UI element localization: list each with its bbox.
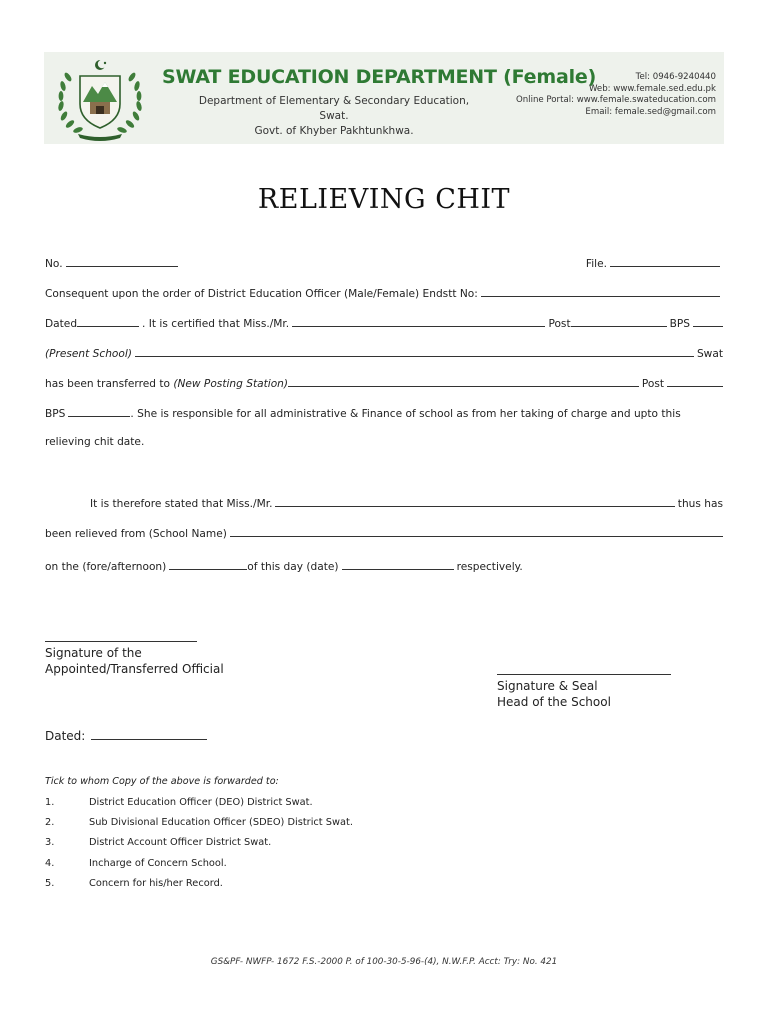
line-no-file xyxy=(45,256,723,270)
line-responsible xyxy=(45,406,723,420)
subtitle-line-1: Department of Elementary & Secondary Education, Swat. xyxy=(198,95,470,122)
school-name-field[interactable] xyxy=(230,526,723,537)
forward-item[interactable] xyxy=(45,858,227,869)
kpk-government-emblem-icon xyxy=(50,54,150,142)
forward-item-number: 2. xyxy=(45,817,55,828)
line-dated xyxy=(45,316,723,330)
line-relieved-from xyxy=(45,526,723,540)
endstt-no-field[interactable] xyxy=(481,286,720,297)
post-label-2: Post xyxy=(641,378,664,390)
present-school-label: (Present School) xyxy=(45,348,132,360)
line-on-the xyxy=(45,559,723,573)
date-field[interactable] xyxy=(342,559,454,570)
head-sig-line-2: Head of the School xyxy=(497,695,611,709)
head-signature-caption xyxy=(497,678,611,710)
line-relieving-date xyxy=(45,436,723,448)
on-the-text: on the (fore/afternoon) xyxy=(45,561,167,573)
line-transferred xyxy=(45,376,723,390)
responsible-text: . She is responsible for all administrative & Finance of school as from her taking of charge and upto this xyxy=(130,408,681,420)
contact-web: Web: www.female.sed.edu.pk xyxy=(588,83,716,94)
dated-signature-field[interactable] xyxy=(91,729,207,740)
dated-label: Dated xyxy=(45,318,78,330)
bps-label: BPS xyxy=(669,318,690,330)
department-subtitle xyxy=(184,94,484,139)
forward-title: Tick to whom Copy of the above is forwarded to: xyxy=(45,776,279,787)
footer-reference: GS&PF- NWFP- 1672 F.S.-2000 P. of 100-30-5-96-(4), N.W.F.P. Acct: Try: No. 421 xyxy=(210,957,558,967)
head-signature-line[interactable] xyxy=(497,674,671,675)
present-school-field[interactable] xyxy=(135,346,694,357)
new-posting-field[interactable] xyxy=(288,376,639,387)
swat-label: Swat xyxy=(696,348,723,360)
file-label: File. xyxy=(585,258,607,270)
relieved-from-text: been relieved from (School Name) xyxy=(45,528,227,540)
relieving-date-text: relieving chit date. xyxy=(45,436,145,448)
name-field[interactable] xyxy=(292,316,545,327)
official-signature-line[interactable] xyxy=(45,641,197,642)
line-order xyxy=(45,286,723,300)
official-sig-line-2: Appointed/Transferred Official xyxy=(45,662,224,676)
forward-item[interactable] xyxy=(45,817,353,828)
line-stated xyxy=(45,496,723,510)
forward-item-text: District Education Officer (DEO) District Swat. xyxy=(89,797,313,808)
subtitle-line-2: Govt. of Khyber Pakhtunkhwa. xyxy=(254,125,414,137)
no-field[interactable] xyxy=(66,256,178,267)
new-posting-label: (New Posting Station) xyxy=(173,378,289,390)
thus-has-text: thus has xyxy=(677,498,723,510)
dated-field[interactable] xyxy=(77,316,139,327)
forward-item-number: 5. xyxy=(45,878,55,889)
forward-item-text: Incharge of Concern School. xyxy=(89,858,227,869)
contact-portal: Online Portal: www.female.swateducation.com xyxy=(515,95,716,105)
post-field-2[interactable] xyxy=(667,376,723,387)
relieved-name-field[interactable] xyxy=(275,496,674,507)
contact-email: Email: female.sed@gmail.com xyxy=(585,106,716,117)
no-label: No. xyxy=(45,258,63,270)
bps-field[interactable] xyxy=(693,316,723,327)
transferred-text: has been transferred to xyxy=(45,378,170,390)
certified-text: . It is certified that Miss./Mr. xyxy=(142,318,290,330)
forward-item[interactable] xyxy=(45,878,223,889)
forward-item-text: District Account Officer District Swat. xyxy=(89,837,272,848)
forward-item-number: 4. xyxy=(45,858,55,869)
of-this-day-text: of this day (date) xyxy=(247,561,339,573)
forward-item[interactable] xyxy=(45,797,313,808)
file-field[interactable] xyxy=(610,256,720,267)
stated-text: It is therefore stated that Miss./Mr. xyxy=(90,498,273,510)
dated-signature-row xyxy=(45,728,210,744)
respectively-text: respectively. xyxy=(456,561,523,573)
forward-item-number: 3. xyxy=(45,837,55,848)
bps-label-2: BPS xyxy=(45,408,66,420)
forward-item[interactable] xyxy=(45,837,271,848)
official-sig-line-1: Signature of the xyxy=(45,646,142,660)
official-signature-caption xyxy=(45,645,224,677)
bps-field-2[interactable] xyxy=(68,406,130,417)
document-title: RELIEVING CHIT xyxy=(257,184,511,215)
dated-signature-label: Dated: xyxy=(45,729,86,743)
fore-afternoon-field[interactable] xyxy=(169,559,247,570)
order-text: Consequent upon the order of District Education Officer (Male/Female) Endstt No: xyxy=(45,288,478,300)
post-field[interactable] xyxy=(571,316,667,327)
department-title: SWAT EDUCATION DEPARTMENT (Female) xyxy=(162,66,597,88)
head-sig-line-1: Signature & Seal xyxy=(497,679,598,693)
line-present-school xyxy=(45,346,723,360)
forward-item-text: Sub Divisional Education Officer (SDEO) District Swat. xyxy=(89,817,353,828)
forward-item-number: 1. xyxy=(45,797,55,808)
forward-item-text: Concern for his/her Record. xyxy=(89,878,223,889)
contact-block xyxy=(516,72,716,118)
post-label: Post xyxy=(548,318,571,330)
contact-tel: Tel: 0946-9240440 xyxy=(635,72,716,82)
